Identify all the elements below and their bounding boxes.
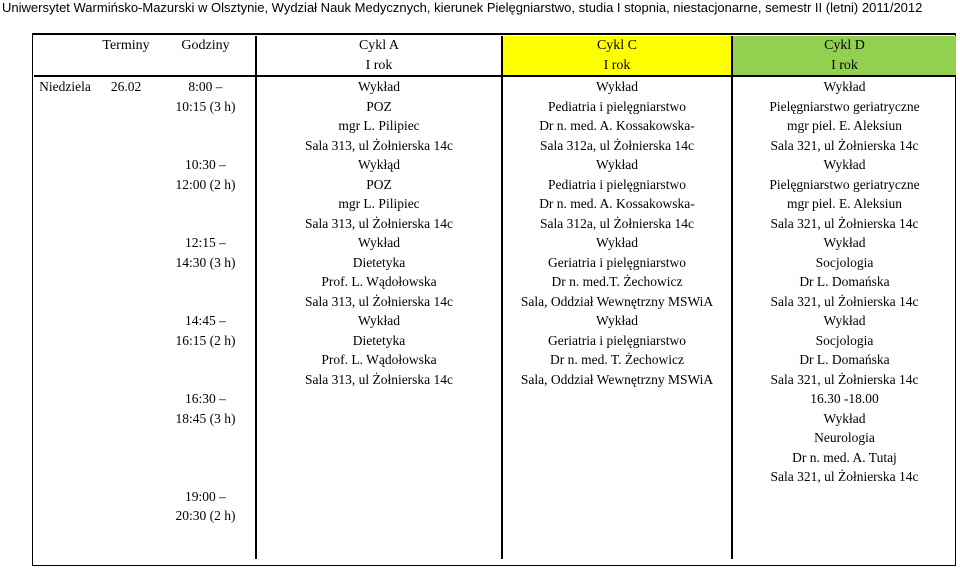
col-header-terminy: Terminy [96, 36, 156, 76]
page-header: Uniwersytet Warmińsko-Mazurski w Olsztynie, Wydział Nauk Medycznych, kierunek Pielęgniarstwo, studia I stopnia, niestacjonarne, semestr II (letni) 2011/2012 [2, 0, 923, 15]
cykl-c-name: Cykl C [596, 38, 638, 53]
cykl-c-year: I rok [603, 57, 631, 73]
table-row [34, 389, 956, 487]
cykl-d-name: Cykl D [824, 38, 865, 53]
cykl-a-cell: Wykład Dietetyka Prof. L. Wądołowska Sala 313, ul Żołnierska 14c [256, 311, 502, 389]
cykl-c-cell: Wykład Geriatria i pielęgniarstwo Dr n. med.T. Żechowicz Sala, Oddział Wewnętrzny MSWiA [502, 233, 732, 311]
cykl-a-cell: Wykład POZ mgr L. Pilipiec Sala 313, ul Żołnierska 14c [256, 76, 502, 155]
time-cell: 14:45 – 16:15 (2 h) [175, 313, 236, 348]
cykl-c-cell: Wykład Pediatria i pielęgniarstwo Dr n. med. A. Kossakowska- Sala 312a, ul Żołnierska 14c [502, 155, 732, 233]
day-cell: Niedziela [39, 79, 91, 94]
time-cell: 16:30 – 18:45 (3 h) [175, 391, 236, 426]
time-cell: 19:00 – 20:30 (2 h) [175, 488, 236, 523]
cykl-a-cell [256, 389, 502, 487]
col-header-cykl-c [502, 36, 732, 76]
cykl-a-cell: Wykład Dietetyka Prof. L. Wądołowska Sala 313, ul Żołnierska 14c [256, 233, 502, 311]
col-header-cykl-d [732, 36, 956, 76]
cykl-c-cell: Wykład Geriatria i pielęgniarstwo Dr n. med. T. Żechowicz Sala, Oddział Wewnętrzny MSWiA [502, 311, 732, 389]
table-row [34, 487, 956, 559]
table-row [34, 155, 956, 233]
cykl-c-cell [502, 487, 732, 559]
cykl-d-cell: Wykład Socjologia Dr L. Domańska Sala 321, ul Żołnierska 14c [732, 233, 956, 311]
cykl-a-cell: Wykłąd POZ mgr L. Pilipiec Sala 313, ul Żołnierska 14c [256, 155, 502, 233]
time-cell: 12:15 – 14:30 (3 h) [175, 235, 236, 270]
table-row [34, 233, 956, 311]
cykl-d-cell: Wykład Pielęgniarstwo geriatryczne mgr piel. E. Aleksiun Sala 321, ul Żołnierska 14c [732, 76, 956, 155]
cykl-d-cell [732, 487, 956, 559]
cykl-a-name: Cykl A [358, 38, 400, 53]
table-row [34, 76, 956, 155]
cykl-d-cell: Wykład Pielęgniarstwo geriatryczne mgr piel. E. Aleksiun Sala 321, ul Żołnierska 14c [732, 155, 956, 233]
cykl-d-cell: Wykład Socjologia Dr L. Domańska Sala 321, ul Żołnierska 14c [732, 311, 956, 389]
col-header-godziny: Godziny [156, 36, 256, 76]
col-header-cykl-a [256, 36, 502, 76]
header-row [34, 36, 956, 76]
cykl-c-cell [502, 389, 732, 487]
cykl-a-cell [256, 487, 502, 559]
cykl-a-year: I rok [365, 57, 393, 73]
time-cell: 10:30 – 12:00 (2 h) [175, 157, 236, 192]
empty-corner-cell [34, 36, 96, 76]
cykl-c-cell: Wykład Pediatria i pielęgniarstwo Dr n. med. A. Kossakowska- Sala 312a, ul Żołnierska 14c [502, 76, 732, 155]
table-row [34, 311, 956, 389]
schedule-table [34, 36, 956, 559]
time-cell: 8:00 – 10:15 (3 h) [175, 79, 236, 114]
cykl-d-cell: 16.30 -18.00 Wykład Neurologia Dr n. med. A. Tutaj Sala 321, ul Żołnierska 14c [732, 389, 956, 487]
cykl-d-year: I rok [831, 57, 858, 73]
date-cell: 26.02 [110, 79, 142, 94]
